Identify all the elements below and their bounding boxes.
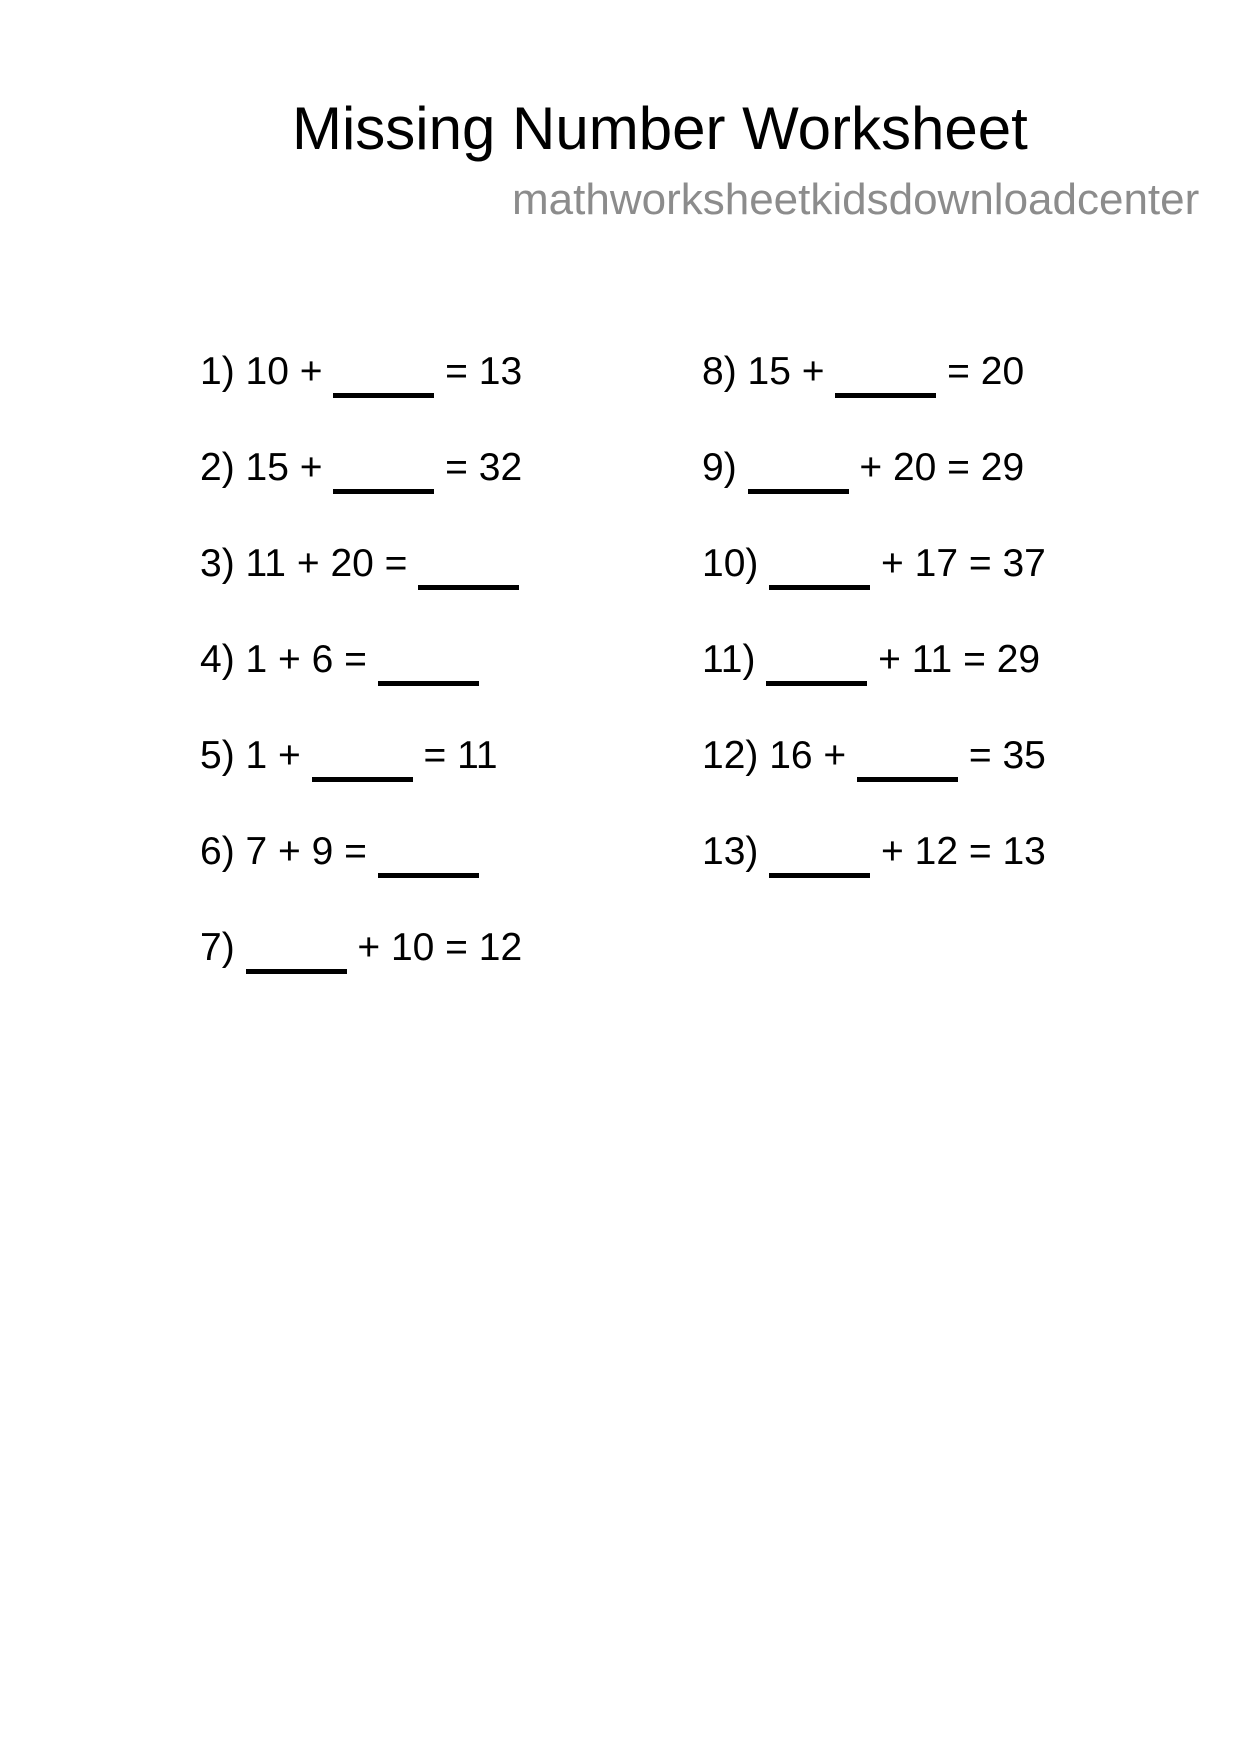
problem-suffix: = 35: [958, 734, 1046, 777]
answer-blank-8: [835, 393, 936, 398]
problem-suffix: = 20: [936, 350, 1025, 393]
problem-prefix: 10): [702, 542, 770, 585]
answer-blank-1: [333, 393, 434, 398]
problem-prefix: 3) 11 + 20 =: [200, 542, 419, 585]
problem-prefix: 13): [702, 830, 770, 873]
problem-5: [200, 734, 498, 782]
problem-prefix: 12) 16 +: [702, 734, 858, 777]
problem-suffix: = 11: [412, 734, 498, 777]
problem-8: [702, 350, 1024, 398]
problem-1: [200, 350, 522, 398]
problem-11: [702, 638, 1040, 686]
problem-suffix: + 12 = 13: [870, 830, 1046, 873]
answer-blank-12: [857, 777, 958, 782]
problem-prefix: 1) 10 +: [200, 350, 334, 393]
problem-prefix: 11): [702, 638, 767, 681]
watermark-text: mathworksheetkidsdownloadcenter: [512, 175, 1200, 224]
page-title: Missing Number Worksheet: [292, 95, 1028, 162]
problem-prefix: 9): [702, 446, 748, 489]
problem-prefix: 5) 1 +: [200, 734, 312, 777]
answer-blank-5: [312, 777, 413, 782]
answer-blank-4: [378, 681, 479, 686]
problem-6: [200, 830, 479, 878]
problem-9: [702, 446, 1024, 494]
answer-blank-2: [333, 489, 434, 494]
answer-blank-13: [769, 873, 870, 878]
problem-suffix: + 11 = 29: [867, 638, 1041, 681]
answer-blank-9: [748, 489, 849, 494]
problem-12: [702, 734, 1046, 782]
problem-suffix: + 17 = 37: [870, 542, 1046, 585]
problem-prefix: 4) 1 + 6 =: [200, 638, 378, 681]
problem-10: [702, 542, 1046, 590]
problem-prefix: 8) 15 +: [702, 350, 836, 393]
problem-13: [702, 830, 1046, 878]
answer-blank-6: [378, 873, 479, 878]
answer-blank-11: [766, 681, 867, 686]
problem-7: [200, 926, 522, 974]
answer-blank-10: [769, 585, 870, 590]
answer-blank-7: [246, 969, 347, 974]
answer-blank-3: [418, 585, 519, 590]
problem-suffix: = 13: [434, 350, 523, 393]
problem-suffix: = 32: [434, 446, 523, 489]
problem-prefix: 7): [200, 926, 246, 969]
problem-suffix: + 20 = 29: [848, 446, 1025, 489]
problem-prefix: 2) 15 +: [200, 446, 334, 489]
problem-3: [200, 542, 519, 590]
problem-2: [200, 446, 522, 494]
problem-suffix: + 10 = 12: [346, 926, 523, 969]
problem-prefix: 6) 7 + 9 =: [200, 830, 378, 873]
problem-4: [200, 638, 479, 686]
